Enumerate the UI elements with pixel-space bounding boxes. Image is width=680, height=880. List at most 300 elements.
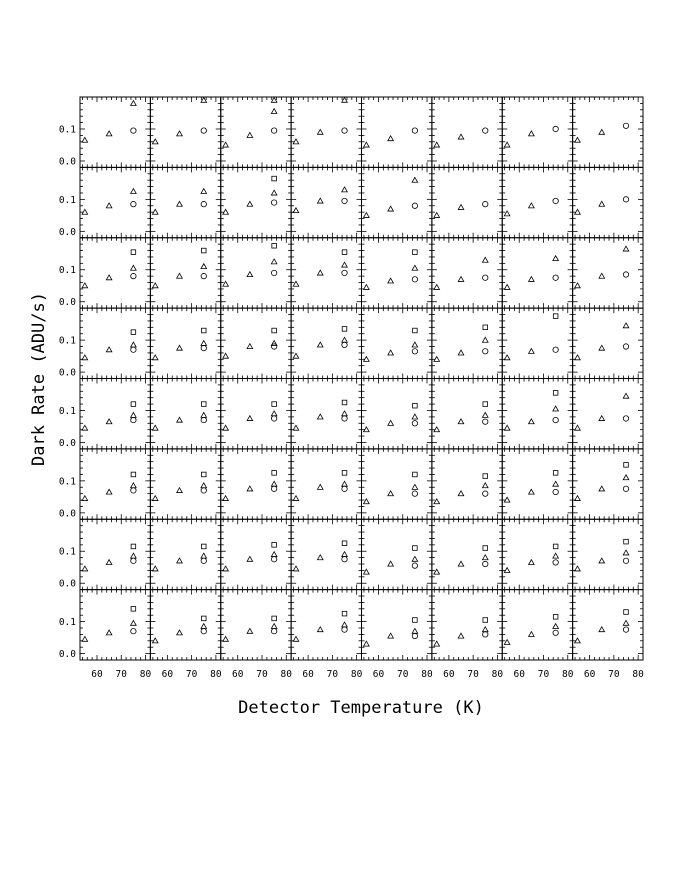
x-tick-label: 80 xyxy=(350,669,363,680)
data-point-triangle xyxy=(131,620,137,625)
x-tick-label: 70 xyxy=(326,669,339,680)
data-point-square xyxy=(272,176,277,181)
panel-frame xyxy=(80,379,150,449)
data-point-triangle xyxy=(458,633,464,638)
data-point-triangle xyxy=(223,566,229,571)
panel-frame xyxy=(221,379,291,449)
data-point-triangle xyxy=(364,285,370,290)
data-point-triangle xyxy=(623,620,629,625)
data-point-triangle xyxy=(247,272,253,277)
data-point-triangle xyxy=(201,97,207,102)
x-tick-label: 60 xyxy=(372,669,385,680)
data-point-triangle xyxy=(342,481,348,486)
data-point-triangle xyxy=(317,555,323,560)
data-point-triangle xyxy=(106,560,112,565)
data-point-triangle xyxy=(131,265,137,270)
data-point-triangle xyxy=(575,425,581,430)
data-point-triangle xyxy=(82,137,88,142)
panel-frame xyxy=(432,449,502,519)
data-point-circle xyxy=(271,270,276,275)
data-point-triangle xyxy=(458,134,464,139)
panel-frame xyxy=(221,238,291,308)
data-point-circle xyxy=(623,486,628,491)
data-point-triangle xyxy=(271,97,277,102)
data-point-square xyxy=(131,472,136,477)
data-point-triangle xyxy=(201,483,207,488)
data-point-circle xyxy=(201,273,206,278)
panel-frame xyxy=(291,97,361,167)
data-point-triangle xyxy=(553,256,559,261)
x-tick-label: 60 xyxy=(513,669,525,680)
data-point-circle xyxy=(623,627,628,632)
data-point-triangle xyxy=(434,142,440,147)
data-point-triangle xyxy=(529,131,535,136)
panel-frame xyxy=(362,238,432,308)
data-point-triangle xyxy=(482,483,488,488)
panel-frame xyxy=(432,97,502,167)
data-point-square xyxy=(342,541,347,546)
data-point-triangle xyxy=(82,496,88,501)
x-tick-label: 70 xyxy=(256,669,268,680)
panel-grid xyxy=(59,97,644,680)
data-point-circle xyxy=(271,557,276,562)
data-point-triangle xyxy=(317,342,323,347)
panel-frame xyxy=(573,167,643,237)
data-point-triangle xyxy=(177,273,183,278)
data-point-square xyxy=(201,402,206,407)
panel-frame xyxy=(291,379,361,449)
x-tick-label: 80 xyxy=(210,669,222,680)
data-point-triangle xyxy=(201,553,207,558)
data-point-triangle xyxy=(458,561,464,566)
panel-frame xyxy=(150,167,220,237)
data-point-triangle xyxy=(177,417,183,422)
data-point-circle xyxy=(201,629,206,634)
data-point-triangle xyxy=(458,491,464,496)
data-point-square xyxy=(553,615,558,620)
panel-frame xyxy=(291,167,361,237)
panel-frame xyxy=(502,97,572,167)
data-point-circle xyxy=(553,198,558,203)
panel-frame xyxy=(432,519,502,589)
data-point-circle xyxy=(412,203,417,208)
data-point-triangle xyxy=(82,283,88,288)
data-point-triangle xyxy=(599,201,605,206)
x-tick-label: 70 xyxy=(185,669,198,680)
data-point-triangle xyxy=(106,347,112,352)
panel-frame xyxy=(362,167,432,237)
x-tick-label: 70 xyxy=(467,669,479,680)
data-point-triangle xyxy=(504,285,510,290)
panel-frame xyxy=(432,590,502,660)
y-tick-label: 0.0 xyxy=(58,226,76,238)
data-point-circle xyxy=(483,491,488,496)
data-point-circle xyxy=(483,419,488,424)
data-point-square xyxy=(131,402,136,407)
data-point-triangle xyxy=(504,425,510,430)
data-point-triangle xyxy=(201,341,207,346)
data-point-triangle xyxy=(317,129,323,134)
panel-frame xyxy=(150,379,220,449)
data-point-triangle xyxy=(482,257,488,262)
panel-frame xyxy=(80,308,150,378)
data-point-square xyxy=(342,250,347,255)
y-tick-label: 0.1 xyxy=(58,194,76,206)
data-point-triangle xyxy=(293,425,299,430)
data-point-triangle xyxy=(342,262,348,267)
data-point-triangle xyxy=(458,350,464,355)
data-point-triangle xyxy=(342,411,348,416)
data-point-triangle xyxy=(342,97,348,102)
data-point-triangle xyxy=(388,491,394,496)
data-point-square xyxy=(624,539,629,544)
data-point-triangle xyxy=(623,323,629,328)
data-point-triangle xyxy=(293,566,299,571)
x-tick-label: 60 xyxy=(302,669,314,680)
data-point-circle xyxy=(201,488,206,493)
data-point-circle xyxy=(342,557,347,562)
panel-frame xyxy=(291,308,361,378)
data-point-circle xyxy=(201,201,206,206)
data-point-triangle xyxy=(364,142,370,147)
data-point-circle xyxy=(131,558,136,563)
data-point-circle xyxy=(271,486,276,491)
panel-frame xyxy=(291,519,361,589)
data-point-square xyxy=(413,546,418,551)
y-tick-label: 0.1 xyxy=(58,124,76,136)
data-point-circle xyxy=(201,128,206,133)
data-point-triangle xyxy=(82,355,88,360)
data-point-triangle xyxy=(293,496,299,501)
data-point-triangle xyxy=(599,558,605,563)
data-point-triangle xyxy=(504,355,510,360)
x-axis-label: Detector Temperature (K) xyxy=(238,698,484,718)
y-tick-label: 0.1 xyxy=(58,335,76,347)
data-point-circle xyxy=(342,270,347,275)
y-tick-label: 0.1 xyxy=(58,476,76,488)
data-point-triangle xyxy=(434,499,440,504)
panel-frame xyxy=(150,449,220,519)
data-point-circle xyxy=(342,627,347,632)
data-point-triangle xyxy=(529,277,535,282)
data-point-triangle xyxy=(271,190,277,195)
data-point-triangle xyxy=(599,129,605,134)
y-tick-label: 0.0 xyxy=(58,297,76,309)
data-point-triangle xyxy=(599,416,605,421)
data-point-triangle xyxy=(177,201,183,206)
data-point-triangle xyxy=(247,486,253,491)
data-point-triangle xyxy=(388,206,394,211)
panel-frame xyxy=(221,449,291,519)
data-point-triangle xyxy=(482,337,488,342)
data-point-triangle xyxy=(553,406,559,411)
data-point-square xyxy=(272,328,277,333)
data-point-square xyxy=(342,400,347,405)
data-point-triangle xyxy=(412,484,418,489)
data-point-circle xyxy=(342,416,347,421)
data-point-triangle xyxy=(529,560,535,565)
y-tick-label: 0.0 xyxy=(58,156,76,168)
data-point-triangle xyxy=(106,630,112,635)
panel-frame xyxy=(362,590,432,660)
panel-frame xyxy=(291,590,361,660)
data-point-triangle xyxy=(623,246,629,251)
panel-frame xyxy=(573,590,643,660)
data-point-circle xyxy=(271,629,276,634)
x-tick-label: 80 xyxy=(139,669,152,680)
data-point-triangle xyxy=(412,265,418,270)
panel-frame xyxy=(80,449,150,519)
x-tick-label: 70 xyxy=(608,669,620,680)
data-point-square xyxy=(413,403,418,408)
data-point-triangle xyxy=(271,481,277,486)
data-point-triangle xyxy=(271,341,277,346)
panel-frame xyxy=(362,379,432,449)
data-point-triangle xyxy=(342,622,348,627)
data-point-circle xyxy=(623,344,628,349)
panel-frame xyxy=(221,308,291,378)
data-point-triangle xyxy=(388,350,394,355)
data-point-circle xyxy=(271,200,276,205)
data-point-triangle xyxy=(271,109,277,114)
data-point-triangle xyxy=(434,285,440,290)
data-point-triangle xyxy=(152,496,158,501)
data-point-square xyxy=(413,250,418,255)
data-point-triangle xyxy=(106,131,112,136)
data-point-square xyxy=(483,474,488,479)
panel-frame xyxy=(221,97,291,167)
data-point-square xyxy=(413,472,418,477)
panel-frame xyxy=(80,238,150,308)
panel-frame xyxy=(573,519,643,589)
data-point-triangle xyxy=(388,136,394,141)
y-tick-label: 0.0 xyxy=(58,437,76,449)
panel-frame xyxy=(291,449,361,519)
data-point-triangle xyxy=(317,270,323,275)
data-point-triangle xyxy=(317,627,323,632)
data-point-circle xyxy=(553,417,558,422)
data-point-triangle xyxy=(152,283,158,288)
data-point-triangle xyxy=(364,213,370,218)
data-point-triangle xyxy=(623,393,629,398)
data-point-triangle xyxy=(553,553,559,558)
y-tick-label: 0.1 xyxy=(58,617,76,629)
y-tick-label: 0.0 xyxy=(58,367,76,379)
data-point-triangle xyxy=(223,353,229,358)
data-point-triangle xyxy=(412,556,418,561)
data-point-triangle xyxy=(131,553,137,558)
data-point-triangle xyxy=(177,630,183,635)
panel-frame xyxy=(432,238,502,308)
data-point-triangle xyxy=(271,624,277,629)
data-point-triangle xyxy=(599,345,605,350)
data-point-triangle xyxy=(293,281,299,286)
data-point-triangle xyxy=(271,411,277,416)
y-axis-label: Dark Rate (ADU/s) xyxy=(29,292,49,466)
data-point-square xyxy=(201,328,206,333)
panel-frame xyxy=(150,97,220,167)
data-point-circle xyxy=(623,416,628,421)
data-point-circle xyxy=(271,416,276,421)
data-point-square xyxy=(272,543,277,548)
data-point-circle xyxy=(201,417,206,422)
data-point-triangle xyxy=(412,177,418,182)
data-point-circle xyxy=(483,561,488,566)
data-point-square xyxy=(342,471,347,476)
panel-frame xyxy=(432,379,502,449)
data-point-circle xyxy=(131,273,136,278)
data-point-triangle xyxy=(504,142,510,147)
data-point-circle xyxy=(271,128,276,133)
data-point-triangle xyxy=(106,203,112,208)
data-point-triangle xyxy=(247,133,253,138)
panel-frame xyxy=(573,379,643,449)
data-point-circle xyxy=(412,563,417,568)
data-point-circle xyxy=(553,347,558,352)
data-point-circle xyxy=(553,560,558,565)
y-tick-label: 0.0 xyxy=(58,508,76,520)
data-point-triangle xyxy=(364,499,370,504)
data-point-triangle xyxy=(458,419,464,424)
data-point-triangle xyxy=(82,636,88,641)
data-point-triangle xyxy=(599,486,605,491)
panel-frame xyxy=(150,519,220,589)
data-point-square xyxy=(201,544,206,549)
data-point-square xyxy=(272,616,277,621)
data-point-circle xyxy=(483,275,488,280)
x-tick-label: 60 xyxy=(583,669,596,680)
data-point-circle xyxy=(412,633,417,638)
data-point-circle xyxy=(483,349,488,354)
data-point-triangle xyxy=(482,555,488,560)
panel-frame xyxy=(80,590,150,660)
panel-frame xyxy=(221,519,291,589)
data-point-square xyxy=(272,243,277,248)
data-point-square xyxy=(413,328,418,333)
data-point-triangle xyxy=(529,419,535,424)
data-point-circle xyxy=(623,558,628,563)
data-point-triangle xyxy=(623,550,629,555)
data-point-triangle xyxy=(458,277,464,282)
data-point-circle xyxy=(131,347,136,352)
data-point-square xyxy=(131,544,136,549)
data-point-square xyxy=(553,314,558,319)
data-point-circle xyxy=(131,629,136,634)
data-point-square xyxy=(201,248,206,253)
data-point-square xyxy=(483,325,488,330)
data-point-triangle xyxy=(599,627,605,632)
data-point-triangle xyxy=(106,419,112,424)
data-point-triangle xyxy=(131,189,137,194)
data-point-triangle xyxy=(106,275,112,280)
data-point-triangle xyxy=(82,566,88,571)
data-point-square xyxy=(201,472,206,477)
data-point-triangle xyxy=(293,353,299,358)
panel-frame xyxy=(362,519,432,589)
panel-frame xyxy=(573,308,643,378)
panel-frame xyxy=(221,590,291,660)
data-point-triangle xyxy=(177,131,183,136)
data-point-triangle xyxy=(152,355,158,360)
panel-frame xyxy=(221,167,291,237)
data-point-triangle xyxy=(223,142,229,147)
data-point-circle xyxy=(342,198,347,203)
data-point-triangle xyxy=(131,101,137,106)
data-point-triangle xyxy=(223,636,229,641)
data-point-triangle xyxy=(131,342,137,347)
data-point-circle xyxy=(131,417,136,422)
data-point-triangle xyxy=(317,198,323,203)
data-point-square xyxy=(553,471,558,476)
data-point-triangle xyxy=(247,344,253,349)
x-tick-label: 60 xyxy=(443,669,455,680)
panel-frame xyxy=(150,238,220,308)
data-point-triangle xyxy=(82,425,88,430)
data-point-circle xyxy=(483,632,488,637)
data-point-triangle xyxy=(412,342,418,347)
x-tick-label: 60 xyxy=(232,669,244,680)
data-point-triangle xyxy=(529,349,535,354)
data-point-triangle xyxy=(293,636,299,641)
data-point-circle xyxy=(342,486,347,491)
y-tick-label: 0.1 xyxy=(58,405,76,417)
data-point-triangle xyxy=(553,481,559,486)
data-point-triangle xyxy=(458,205,464,210)
data-point-triangle xyxy=(575,355,581,360)
x-tick-label: 80 xyxy=(280,669,292,680)
panel-frame xyxy=(502,519,572,589)
data-point-triangle xyxy=(223,281,229,286)
x-tick-label: 70 xyxy=(537,669,550,680)
panel-frame xyxy=(80,519,150,589)
data-point-triangle xyxy=(271,259,277,264)
x-tick-label: 80 xyxy=(421,669,433,680)
data-point-triangle xyxy=(177,488,183,493)
panel-frame xyxy=(573,97,643,167)
data-point-triangle xyxy=(293,208,299,213)
data-point-triangle xyxy=(482,412,488,417)
x-tick-label: 80 xyxy=(632,669,644,680)
data-point-circle xyxy=(412,128,417,133)
panel-frame xyxy=(502,308,572,378)
x-tick-label: 70 xyxy=(397,669,409,680)
data-point-square xyxy=(201,616,206,621)
data-point-triangle xyxy=(106,489,112,494)
data-point-triangle xyxy=(388,420,394,425)
panel-frame xyxy=(150,308,220,378)
y-tick-label: 0.0 xyxy=(58,649,76,661)
x-tick-label: 60 xyxy=(91,669,103,680)
data-point-square xyxy=(131,250,136,255)
data-point-circle xyxy=(412,277,417,282)
data-point-square xyxy=(483,618,488,623)
x-tick-label: 80 xyxy=(491,669,504,680)
x-tick-label: 80 xyxy=(562,669,574,680)
data-point-triangle xyxy=(434,569,440,574)
data-point-triangle xyxy=(271,552,277,557)
data-point-circle xyxy=(412,421,417,426)
data-point-triangle xyxy=(364,569,370,574)
data-point-triangle xyxy=(247,201,253,206)
panel-frame xyxy=(573,449,643,519)
data-point-triangle xyxy=(599,273,605,278)
data-point-square xyxy=(483,546,488,551)
data-point-triangle xyxy=(575,496,581,501)
data-point-triangle xyxy=(201,412,207,417)
data-point-triangle xyxy=(247,628,253,633)
data-point-circle xyxy=(483,128,488,133)
data-point-triangle xyxy=(553,624,559,629)
